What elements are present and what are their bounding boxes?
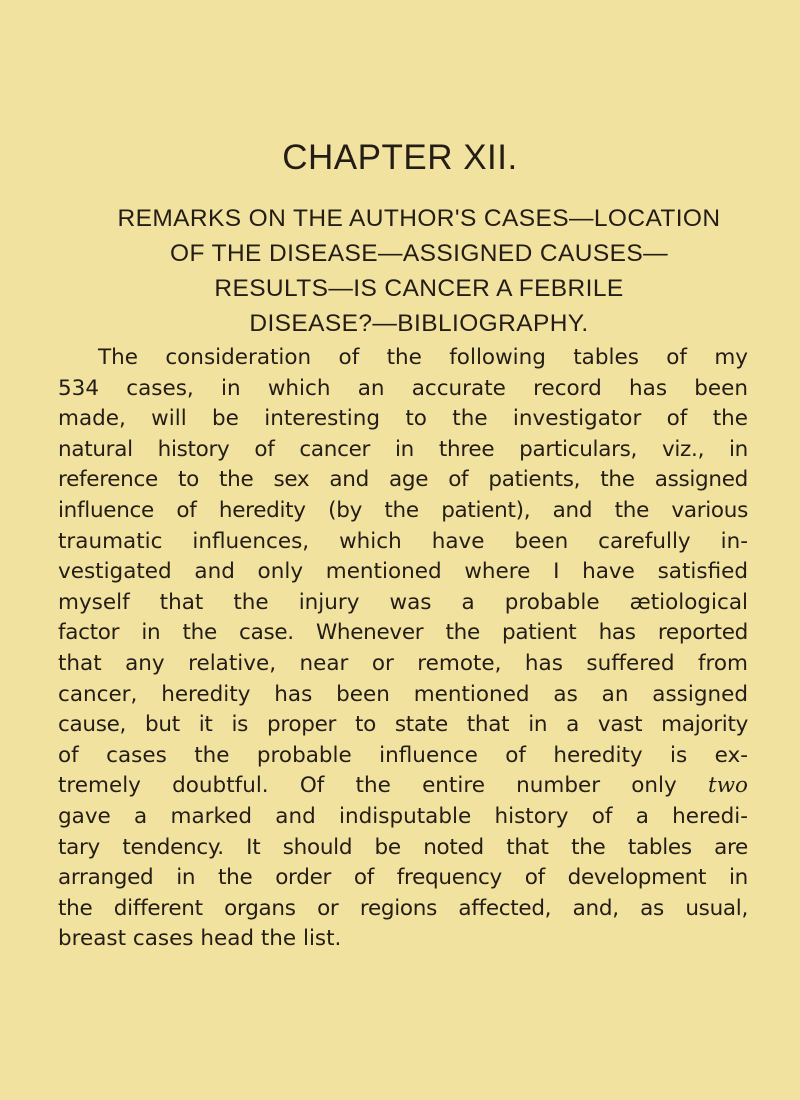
- paragraph-line: of cases the probable influence of heredity is ex-: [58, 742, 748, 768]
- paragraph-line: influence of heredity (by the patient), and the various: [58, 497, 748, 523]
- paragraph-line: made, will be interesting to the investigator of the: [58, 406, 748, 432]
- paragraph-line: traumatic influences, which have been carefully in-: [58, 528, 748, 554]
- italic-word: two: [708, 773, 748, 799]
- paragraph-line: [58, 771, 748, 802]
- subtitle-line: DISEASE?—BIBLIOGRAPHY.: [249, 310, 589, 337]
- paragraph-line: 534 cases, in which an accurate record has been: [58, 375, 748, 401]
- subtitle-line: RESULTS—IS CANCER A FEBRILE: [214, 275, 624, 302]
- chapter-subtitle: [100, 201, 738, 341]
- paragraph-line: that any relative, near or remote, has suffered from: [58, 650, 748, 676]
- paragraph-line: myself that the injury was a probable ætiological: [58, 589, 748, 615]
- paragraph-line: gave a marked and indisputable history of a heredi-: [58, 803, 748, 829]
- paragraph-line: natural history of cancer in three particulars, viz., in: [58, 436, 748, 462]
- paragraph-line: reference to the sex and age of patients, the assigned: [58, 467, 748, 493]
- paragraph-line: factor in the case. Whenever the patient has reported: [58, 620, 748, 646]
- subtitle-line: OF THE DISEASE—ASSIGNED CAUSES—: [170, 240, 668, 267]
- paragraph-text: tremely doubtful. Of the entire number only: [58, 773, 677, 799]
- subtitle-line: REMARKS ON THE AUTHOR'S CASES—LOCATION: [117, 205, 721, 232]
- paragraph-line: vestigated and only mentioned where I have satisfied: [58, 559, 748, 585]
- paragraph-line: tary tendency. It should be noted that the tables are: [58, 834, 748, 860]
- paragraph-line: breast cases head the list.: [58, 926, 342, 952]
- paragraph-line: arranged in the order of frequency of development in: [58, 865, 748, 891]
- body-paragraph: [58, 343, 748, 955]
- paragraph-line: cause, but it is proper to state that in a vast majority: [58, 712, 748, 738]
- paragraph-line: cancer, heredity has been mentioned as an assigned: [58, 681, 748, 707]
- chapter-title: CHAPTER XII.: [282, 138, 518, 177]
- paragraph-line: The consideration of the following tables of my: [98, 345, 748, 370]
- paragraph-line: the different organs or regions affected, and, as usual,: [58, 895, 748, 921]
